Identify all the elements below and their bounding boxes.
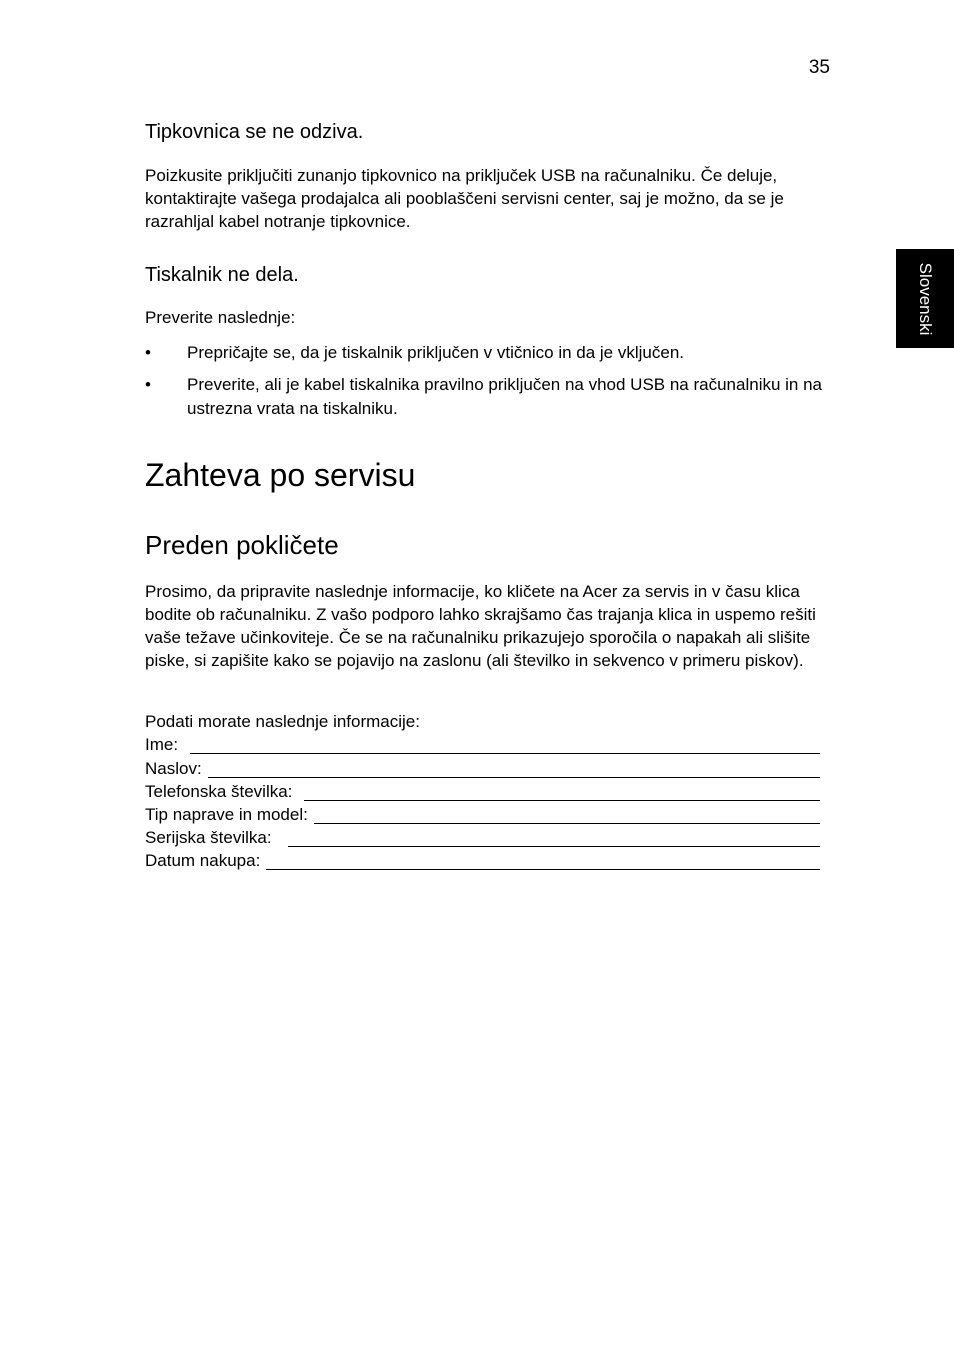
keyboard-heading: Tipkovnica se ne odziva. — [145, 121, 364, 143]
blank-line — [314, 805, 820, 824]
bullet-text: Preverite, ali je kabel tiskalnika pravilno priključen na vhod USB na računalniku in na ustrezna vrata na tiskalniku. — [187, 375, 823, 418]
form-field-label: Serijska številka: — [145, 828, 272, 847]
printer-heading: Tiskalnik ne dela. — [145, 264, 299, 286]
form-field-label: Tip naprave in model: — [145, 805, 308, 824]
section-subtitle: Preden pokličete — [145, 530, 339, 560]
form-field-purchase-date — [145, 849, 820, 872]
printer-intro: Preverite naslednje: — [145, 308, 296, 327]
language-tab — [896, 249, 954, 348]
form-field-label: Datum nakupa: — [145, 851, 261, 870]
blank-line — [288, 828, 820, 847]
keyboard-paragraph: Poizkusite priključiti zunanjo tipkovnico na priključek USB na računalniku. Če deluje, kontaktirajte vašega prodajalca ali pooblaščeni servisni center, saj je možno, da se je razrahljal kabel notranje tipkovnice. — [145, 166, 784, 231]
bullet-icon: • — [145, 343, 151, 362]
blank-line — [304, 782, 820, 801]
page-number: 35 — [808, 57, 830, 78]
form-field-label: Naslov: — [145, 759, 202, 778]
form-field-label: Ime: — [145, 735, 179, 754]
form-intro: Podati morate naslednje informacije: — [145, 712, 420, 731]
bullet-icon: • — [145, 375, 151, 394]
service-paragraph: Prosimo, da pripravite naslednje informacije, ko kličete na Acer za servis in v času klica bodite ob računalniku. Z vašo podporo lahko skrajšamo čas trajanja klica in uspemo rešiti vaše težave učinkoviteje. Če se na računalniku prikazujejo sporočila o napakah ali slišite piske, si zapišite kako se pojavijo na zaslonu (ali številko in sekvenco v primeru piskov). — [145, 582, 816, 670]
form-field-name — [145, 733, 820, 756]
section-title: Zahteva po servisu — [145, 457, 416, 493]
bullet-text: Prepričajte se, da je tiskalnik priključen v vtičnico in da je vključen. — [187, 343, 685, 362]
blank-line — [190, 735, 820, 754]
language-tab-label: Slovenski — [916, 262, 935, 336]
blank-line — [266, 851, 820, 870]
form-field-address — [145, 757, 820, 780]
form-field-model — [145, 803, 820, 826]
form-field-phone — [145, 780, 820, 803]
form-field-serial — [145, 826, 820, 849]
form-field-label: Telefonska številka: — [145, 782, 293, 801]
blank-line — [208, 759, 820, 778]
